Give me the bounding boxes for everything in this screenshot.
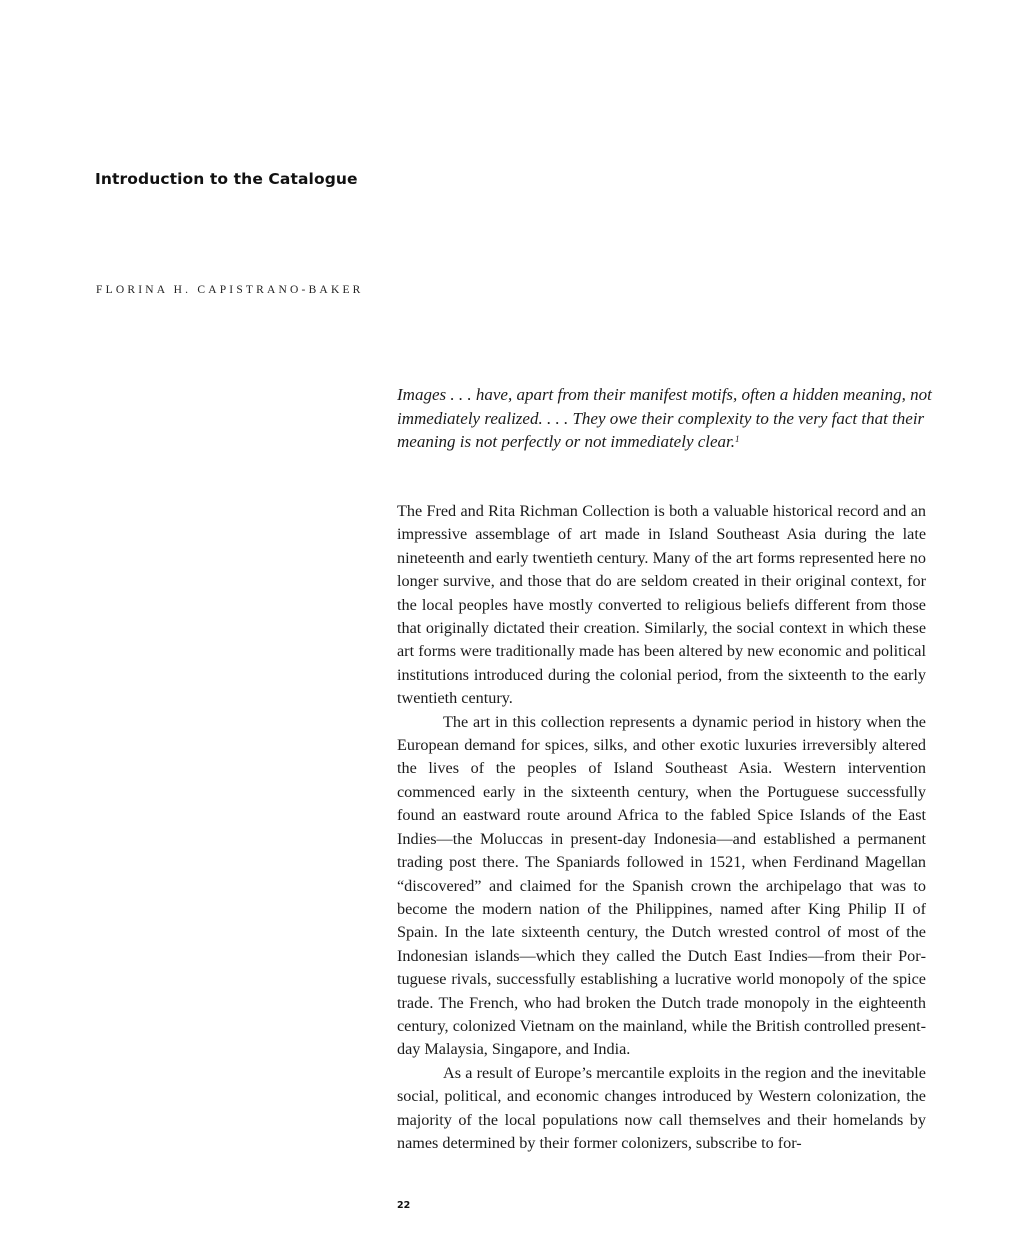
chapter-title: Introduction to the Catalogue [95,170,358,188]
body-text [397,500,926,1155]
footnote-reference[interactable]: 1 [735,434,740,444]
paragraph-1: The Fred and Rita Richman Collection is both a valuable historical record and an impressive assemblage of art made in Island Southeast Asia during the late nineteenth and early twentieth century. Many of the art forms represented here no longer survive, and those that do are seldom created in their original context, for the local peoples have mostly converted to religious beliefs different from those that originally dictated their creation. Similarly, the social context in which these art forms were traditionally made has been altered by new economic and political institutions introduced during the colonial period, from the sixteenth to the early twentieth century. [397,502,926,708]
epigraph-quote [397,383,937,454]
page-number: 22 [397,1200,411,1211]
author-name: FLORINA H. CAPISTRANO-BAKER [96,284,364,296]
paragraph-3: As a result of Europe’s mercantile exploits in the region and the inevitable social, political, and economic changes introduced by Western colonization, the majority of the local populations now call themselves and their homelands by names determined by their former colonizers, subscribe to for- [397,1063,926,1152]
epigraph-text: Images . . . have, apart from their manifest motifs, often a hidden meaning, not immediately realized. . . . They owe their complexity to the very fact that their meaning is not perfectly or not immediately clear. [397,385,932,451]
paragraph-2: The art in this collection represents a dynamic period in history when the European demand for spices, silks, and other exotic luxuries irreversibly altered the lives of the peoples of Island Southeast Asia. Western intervention commenced early in the sixteenth century, when the Portuguese successfully found an eastward route around Africa to the fabled Spice Islands of the East Indies—the Moluccas in present-day Indonesia—and established a permanent trading post there. The Spaniards followed in 1521, when Ferdinand Magellan “discovered” and claimed for the Spanish crown the archipelago that was to become the modern nation of the Philippines, named after King Philip II of Spain. In the late sixteenth century, the Dutch wrested control of most of the Indonesian islands—which they called the Dutch East Indies—from their Portuguese rivals, successfully establishing a lucrative world monopoly of the spice trade. The French, who had broken the Dutch trade monopoly in the eighteenth century, colonized Vietnam on the mainland, while the British controlled present-day Malaysia, Singapore, and India. [397,712,926,1059]
